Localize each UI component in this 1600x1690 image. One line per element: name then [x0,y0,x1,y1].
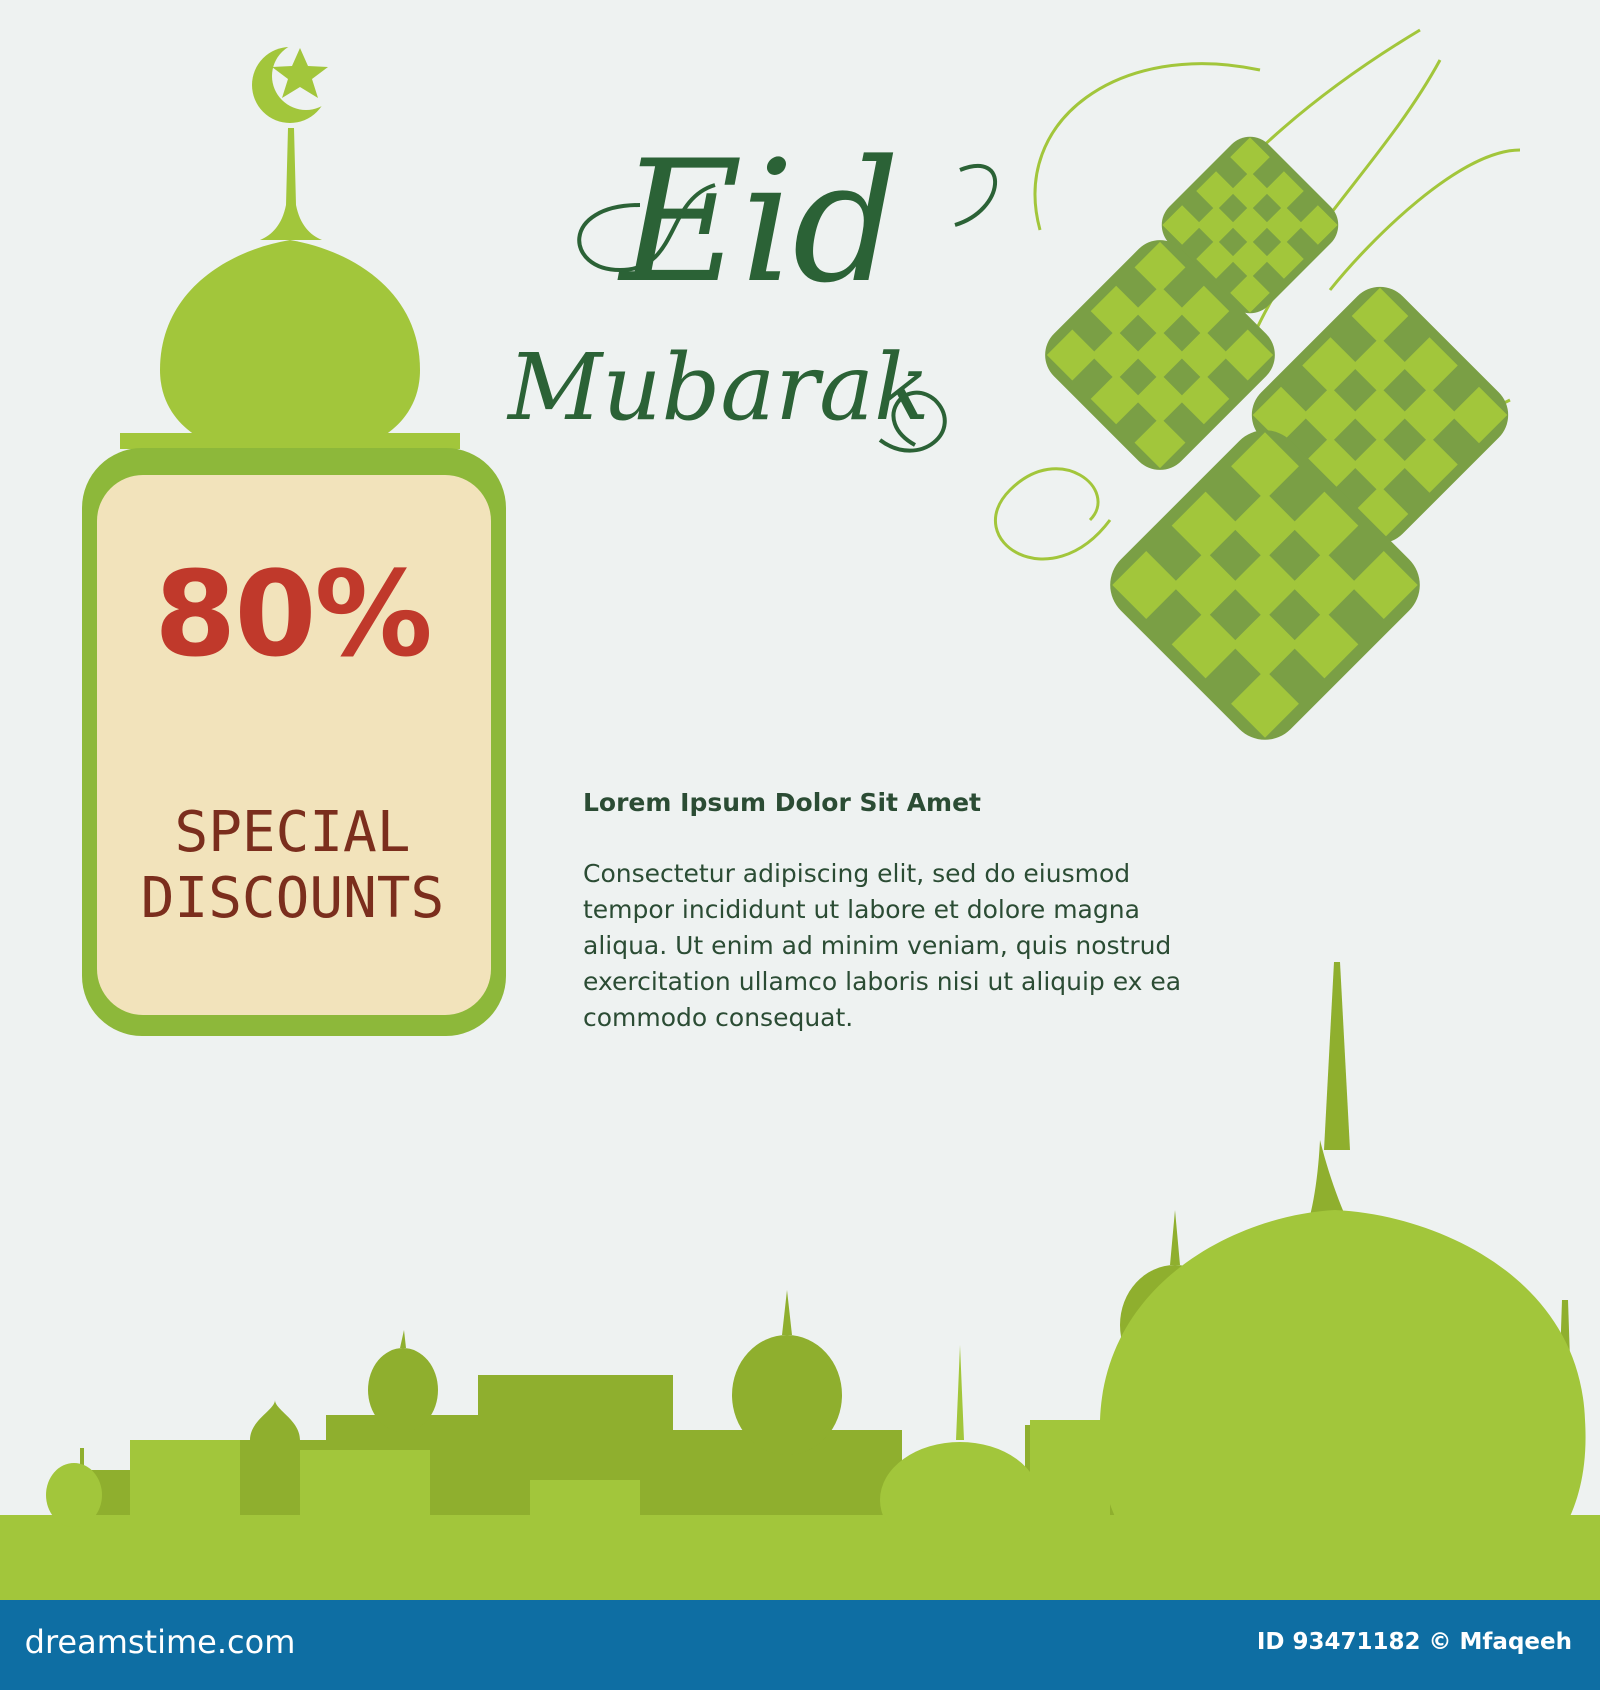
greeting-subtitle: Mubarak [508,334,930,441]
discount-percentage: 80% [154,545,431,683]
discount-label: SPECIAL DISCOUNTS [140,800,445,931]
footer-credit: ID 93471182 © Mfaqeeh [1256,1629,1572,1655]
content-heading: Lorem Ipsum Dolor Sit Amet [583,788,982,817]
city-skyline-icon [0,962,1600,1605]
discount-tag [82,448,506,1036]
footer-logo[interactable]: dreamstime.com [24,1623,296,1661]
greeting-title: Eid [620,124,898,320]
mosque-dome-icon [120,42,460,449]
content-body: Consectetur adipiscing elit, sed do eiusmod tempor incididunt ut labore et dolore magna aliqua. Ut enim ad minim veniam, quis nostrud exercitation ullamco laboris nisi ut aliquip ex ea commodo consequat. [583,859,1182,1032]
